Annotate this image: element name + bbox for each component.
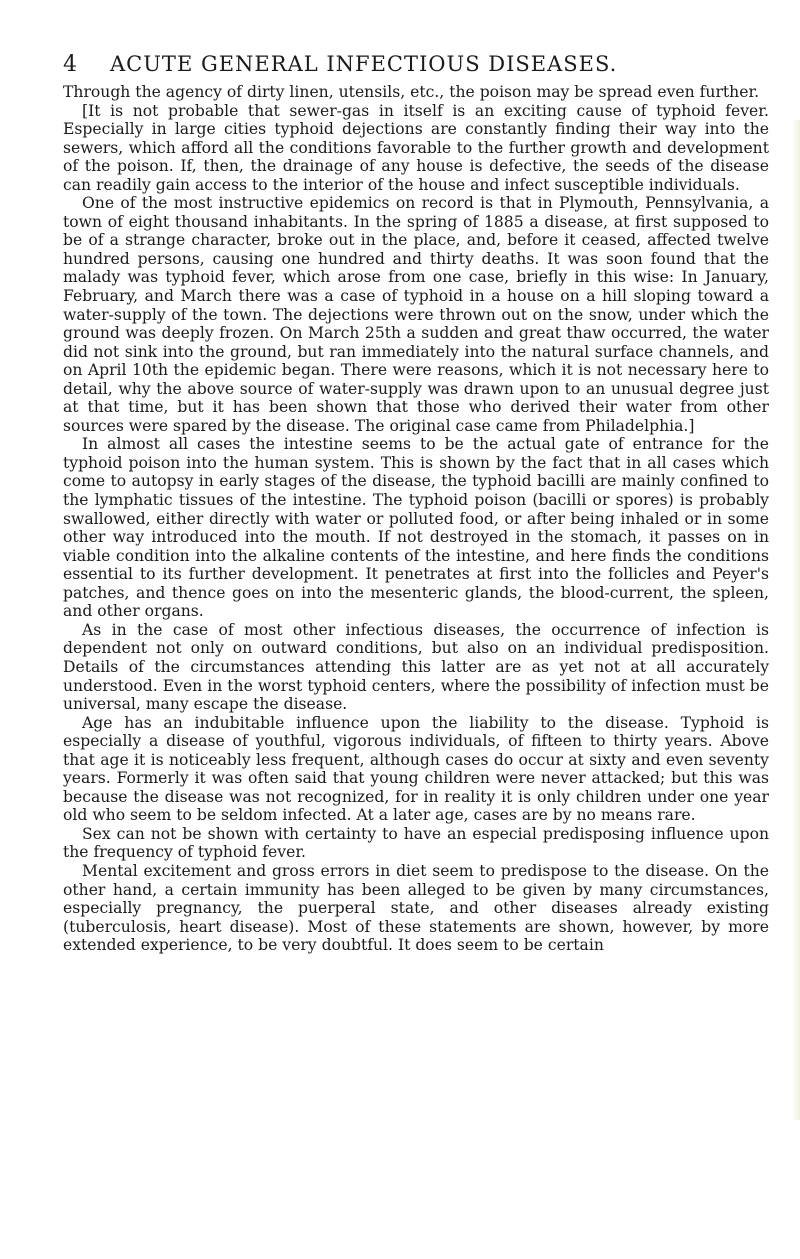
paragraph: Age has an indubitable influence upon the liability to the disease. Typhoid is especially a disease of youthful, vigorous individuals, of fifteen to thirty years. Above that age it is noticeably less frequent, although cases do occur at sixty and even seventy years. Formerly it was often said that young children were never attacked; but this was because the disease was not recognized, for in reality it is only children under one year old who seem to be seldom infected. At a later age, cases are by no means rare. bbox=[63, 713, 769, 825]
paragraph: [It is not probable that sewer-gas in itself is an exciting cause of typhoid fever. Especially in large cities typhoid dejections are constantly finding their way into the sewers, which afford all the conditions favorable to the further growth and development of the poison. If, then, the drainage of any house is defective, the seeds of the disease can readily gain access to the interior of the house and infect susceptible individuals. bbox=[63, 101, 769, 194]
paragraph: Mental excitement and gross errors in diet seem to predispose to the disease. On the other hand, a certain immunity has been alleged to be given by many circumstances, especially pregnancy, the puerperal state, and other diseases already existing (tuberculosis, heart disease). Most of these statements are shown, however, by more extended experience, to be very doubtful. It does seem to be certain bbox=[63, 861, 769, 955]
page-header bbox=[0, 0, 800, 80]
paragraph: One of the most instructive epidemics on record is that in Plymouth, Pennsylvania, a town of eight thousand inhabitants. In the spring of 1885 a disease, at first supposed to be of a strange character, broke out in the place, and, before it ceased, affected twelve hundred persons, causing one hundred and thirty deaths. It was soon found that the malady was typhoid fever, which arose from one case, briefly in this wise: In January, February, and March there was a case of typhoid in a house on a hill sloping toward a water-supply of the town. The dejections were thrown out on the snow, under which the ground was deeply frozen. On March 25th a sudden and great thaw occurred, the water did not sink into the ground, but ran immediately into the natural surface channels, and on April 10th the epidemic began. There were reasons, which it is not necessary here to detail, why the above source of water-supply was drawn upon to an unusual degree just at that time, but it has been shown that those who derived their water from other sources were spared by the disease. The original case came from Philadelphia.] bbox=[63, 194, 769, 435]
page-edge-shadow bbox=[792, 120, 800, 1120]
running-head: ACUTE GENERAL INFECTIOUS DISEASES. bbox=[110, 52, 618, 76]
paragraph: In almost all cases the intestine seems to be the actual gate of entrance for the typhoid poison into the human system. This is shown by the fact that in all cases which come to autopsy in early stages of the disease, the typhoid bacilli are mainly confined to the lymphatic tissues of the intestine. The typhoid poison (bacilli or spores) is probably swallowed, either directly with water or polluted food, or after being inhaled or in some other way introduced into the mouth. If not destroyed in the stomach, it passes on in viable condition into the alkaline contents of the intestine, and here finds the conditions essential to its further development. It penetrates at first into the follicles and Peyer's patches, and thence goes on into the mesenteric glands, the blood-current, the spleen, and other organs. bbox=[63, 435, 769, 621]
paragraph: Sex can not be shown with certainty to have an especial predisposing influence upon the frequency of typhoid fever. bbox=[63, 824, 769, 862]
body-text bbox=[63, 83, 769, 955]
paragraph: Through the agency of dirty linen, utensils, etc., the poison may be spread even further. bbox=[63, 83, 760, 101]
paragraph: As in the case of most other infectious diseases, the occurrence of infection is dependent not only on outward conditions, but also on an individual predisposition. Details of the circumstances attending this latter are as yet not at all accurately understood. Even in the worst typhoid centers, where the possibility of infection must be universal, many escape the disease. bbox=[63, 620, 769, 714]
page-number: 4 bbox=[63, 52, 78, 77]
